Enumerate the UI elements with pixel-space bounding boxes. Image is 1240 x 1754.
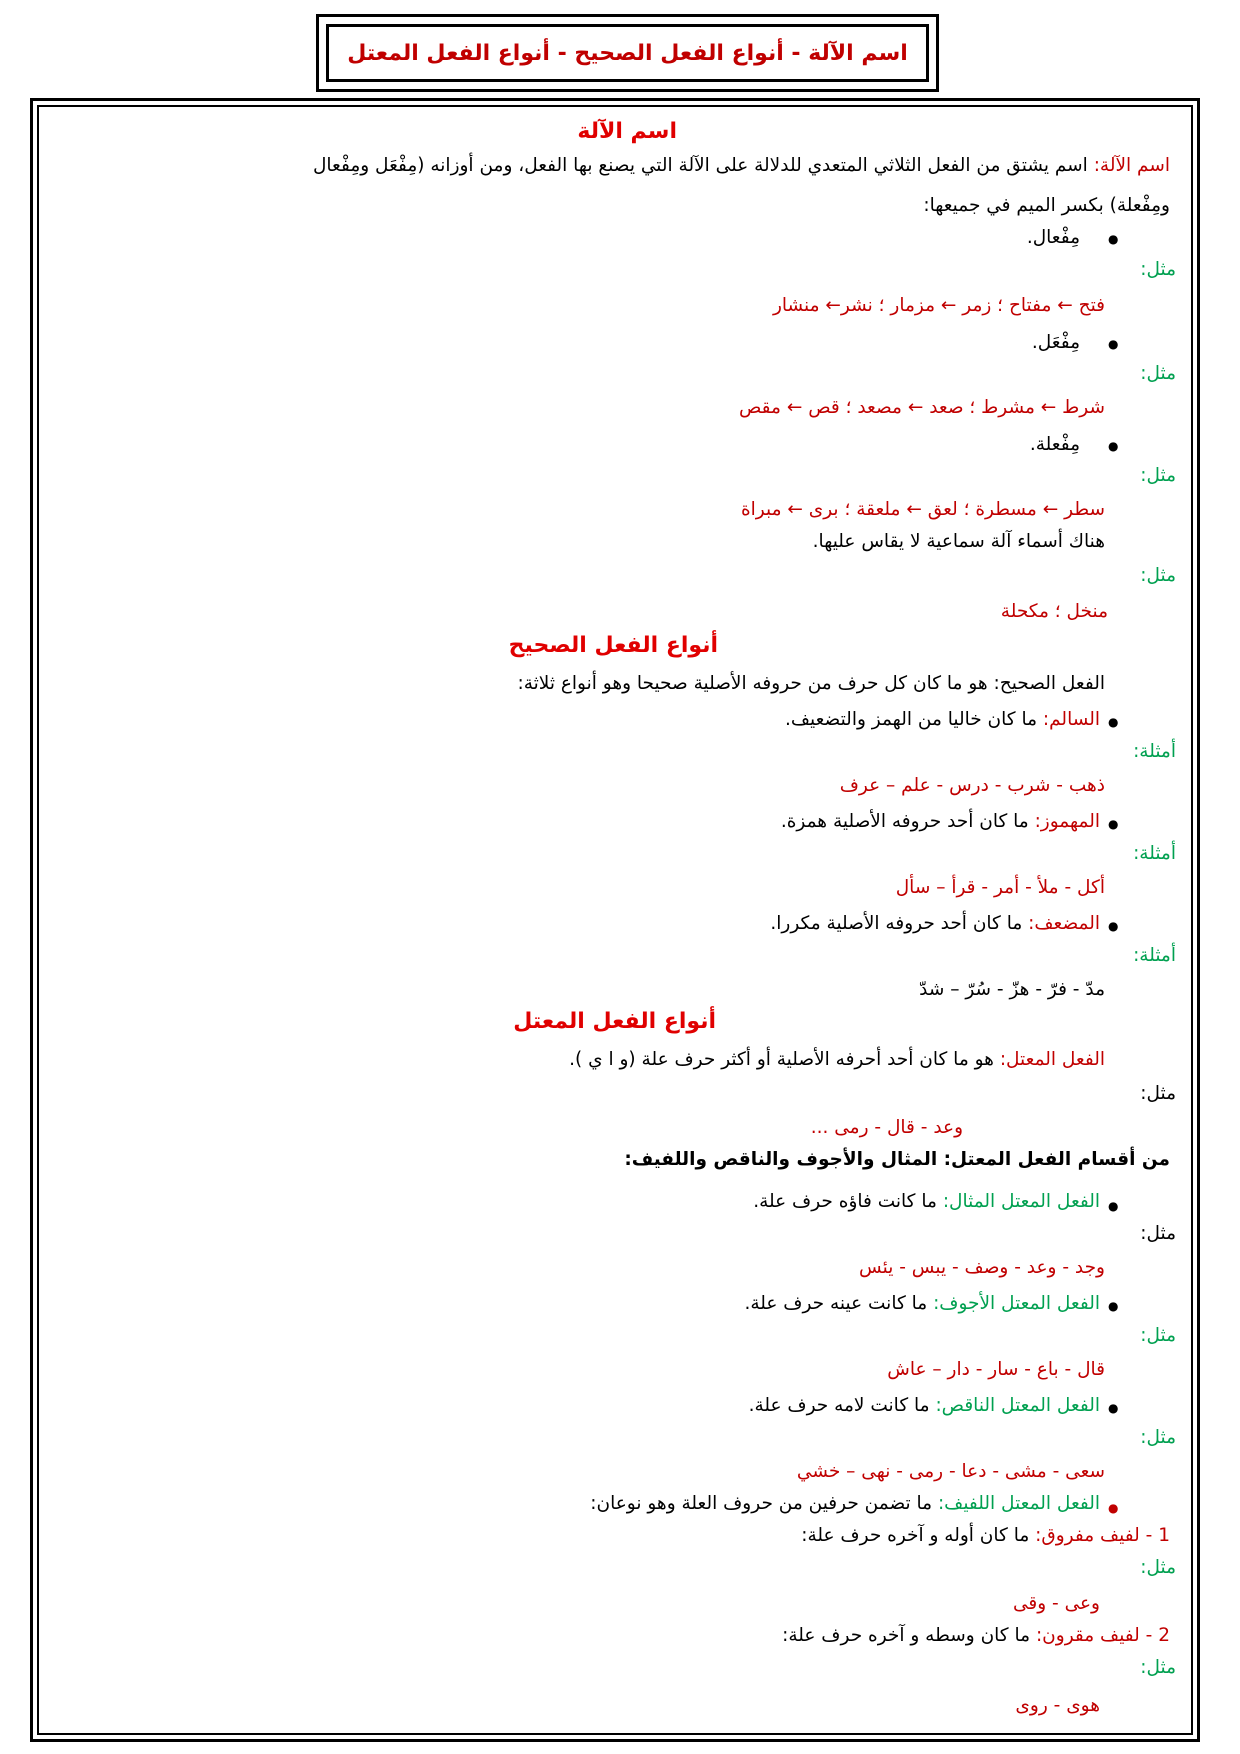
bullet-icon: ● — [1108, 1199, 1119, 1213]
bullet-icon: ● — [1108, 1299, 1119, 1313]
maqrun-label: لفيف مقرون: — [1035, 1625, 1146, 1646]
mahmuz-text: ما كان أحد حروفه الأصلية همزة. — [780, 811, 1035, 832]
samaai-note: هناك أسماء آلة سماعية لا يقاس عليها. — [812, 531, 1105, 552]
example-mifala: سطر ← مسطرة ؛ لعق ← ملعقة ؛ برى ← مبراة — [740, 499, 1105, 520]
example-label: مثل: — [1140, 565, 1176, 586]
pattern-mifala: مِفْعلة. — [1029, 434, 1080, 455]
examples-label: أمثلة: — [1133, 741, 1176, 762]
example-mifaal: فتح ← مفتاح ؛ زمر ← مزمار ؛ نشر← منشار — [772, 295, 1105, 316]
ism-alala-definition — [313, 154, 1170, 178]
maqrun-item — [782, 1624, 1170, 1648]
example-label: مثل: — [1140, 1557, 1176, 1578]
pattern-mifaal: مِفْعال. — [1026, 227, 1080, 248]
ajwaf-label: الفعل المعتل الأجوف: — [933, 1293, 1100, 1314]
examples-mudaaf: مدّ - فرّ - هزّ - سُرّ – شدّ — [919, 979, 1105, 1000]
example-label: مثل: — [1140, 363, 1176, 384]
example-mifal: شرط ← مشرط ؛ صعد ← مصعد ؛ قص ← مقص — [739, 397, 1105, 418]
mithal-text: ما كانت فاؤه حرف علة. — [753, 1191, 943, 1212]
mafruq-item — [801, 1524, 1170, 1548]
mutal-definition — [569, 1048, 1105, 1072]
mudaaf-label: المضعف: — [1028, 913, 1100, 934]
sahih-definition: الفعل الصحيح: هو ما كان كل حرف من حروفه الأصلية صحيحا وهو أنواع ثلاثة: — [517, 673, 1105, 694]
examples-mafruq: وعى - وقى — [1012, 1593, 1100, 1614]
maqrun-text: ما كان وسطه و آخره حرف علة: — [782, 1625, 1036, 1646]
lafif-label: الفعل المعتل اللفيف: — [937, 1493, 1100, 1514]
mahmuz-item — [781, 810, 1100, 834]
example-label: مثل: — [1140, 259, 1176, 280]
lafif-text: ما تضمن حرفين من حروف العلة وهو نوعان: — [590, 1493, 938, 1514]
pattern-mifal: مِفْعَل. — [1031, 332, 1080, 353]
bullet-icon: ● — [1108, 232, 1119, 246]
salim-item — [785, 708, 1100, 732]
examples-mutal: وعد - قال - رمى ... — [810, 1117, 963, 1138]
bullet-icon: ● — [1108, 337, 1119, 351]
bullet-icon: ● — [1108, 1401, 1119, 1415]
mahmuz-label: المهموز: — [1034, 811, 1100, 832]
bullet-icon: ● — [1108, 1501, 1119, 1515]
example-label: مثل: — [1140, 1325, 1176, 1346]
examples-ajwaf: قال - باع - سار - دار – عاش — [887, 1359, 1105, 1380]
salim-text: ما كان خاليا من الهمز والتضعيف. — [785, 709, 1043, 730]
examples-mithal: وجد - وعد - وصف - يبس - يئس — [859, 1257, 1105, 1278]
heading-sahih: أنواع الفعل الصحيح — [508, 633, 718, 658]
mithal-label: الفعل المعتل المثال: — [942, 1191, 1100, 1212]
ism-alala-def-label: اسم الآلة: — [1093, 155, 1170, 176]
ajwaf-item — [744, 1292, 1100, 1316]
mutal-def-label: الفعل المعتل: — [999, 1049, 1105, 1070]
title-inner-frame — [326, 24, 929, 82]
bullet-icon: ● — [1108, 439, 1119, 453]
mutal-def-text: هو ما كان أحد أحرفه الأصلية أو أكثر حرف علة (و ا ي ). — [569, 1049, 1000, 1070]
ism-alala-def-continued: ومِفْعلة) بكسر الميم في جميعها: — [923, 195, 1170, 216]
examples-salim: ذهب - شرب - درس - علم – عرف — [839, 775, 1105, 796]
mutal-divisions: من أقسام الفعل المعتل: المثال والأجوف والناقص واللفيف: — [624, 1149, 1170, 1170]
ajwaf-text: ما كانت عينه حرف علة. — [744, 1293, 934, 1314]
bullet-icon: ● — [1108, 919, 1119, 933]
examples-label: أمثلة: — [1133, 945, 1176, 966]
example-label: مثل: — [1140, 1427, 1176, 1448]
mafruq-label: لفيف مفروق: — [1035, 1525, 1146, 1546]
mafruq-text: ما كان أوله و آخره حرف علة: — [801, 1525, 1036, 1546]
naqis-item — [749, 1394, 1100, 1418]
examples-maqrun: هوى - روى — [1015, 1695, 1100, 1716]
example-label: مثل: — [1140, 1657, 1176, 1678]
examples-naqis: سعى - مشى - دعا - رمى - نهى – خشي — [796, 1461, 1105, 1482]
examples-mahmuz: أكل - ملأ - أمر - قرأ – سأل — [895, 877, 1105, 898]
example-label: مثل: — [1140, 1083, 1176, 1104]
mafruq-num: 1 - — [1145, 1525, 1170, 1546]
salim-label: السالم: — [1042, 709, 1100, 730]
maqrun-num: 2 - — [1145, 1625, 1170, 1646]
bullet-icon: ● — [1108, 715, 1119, 729]
example-samaai: منخل ؛ مكحلة — [1000, 601, 1108, 622]
heading-ism-alala: اسم الآلة — [577, 119, 677, 144]
ism-alala-def-text: اسم يشتق من الفعل الثلاثي المتعدي للدلالة على الآلة التي يصنع بها الفعل، ومن أوزانه (مِفْعَل ومِفْعال — [312, 155, 1094, 176]
mudaaf-item — [770, 912, 1100, 936]
naqis-text: ما كانت لامه حرف علة. — [748, 1395, 936, 1416]
heading-mutal: أنواع الفعل المعتل — [513, 1009, 716, 1034]
example-label: مثل: — [1140, 1223, 1176, 1244]
example-label: مثل: — [1140, 465, 1176, 486]
mithal-item — [753, 1190, 1100, 1214]
title-box — [316, 14, 939, 92]
examples-label: أمثلة: — [1133, 843, 1176, 864]
lafif-item — [590, 1492, 1100, 1516]
mudaaf-text: ما كان أحد حروفه الأصلية مكررا. — [770, 913, 1029, 934]
bullet-icon: ● — [1108, 817, 1119, 831]
page-title: اسم الآلة - أنواع الفعل الصحيح - أنواع الفعل المعتل — [347, 40, 908, 66]
naqis-label: الفعل المعتل الناقص: — [935, 1395, 1100, 1416]
